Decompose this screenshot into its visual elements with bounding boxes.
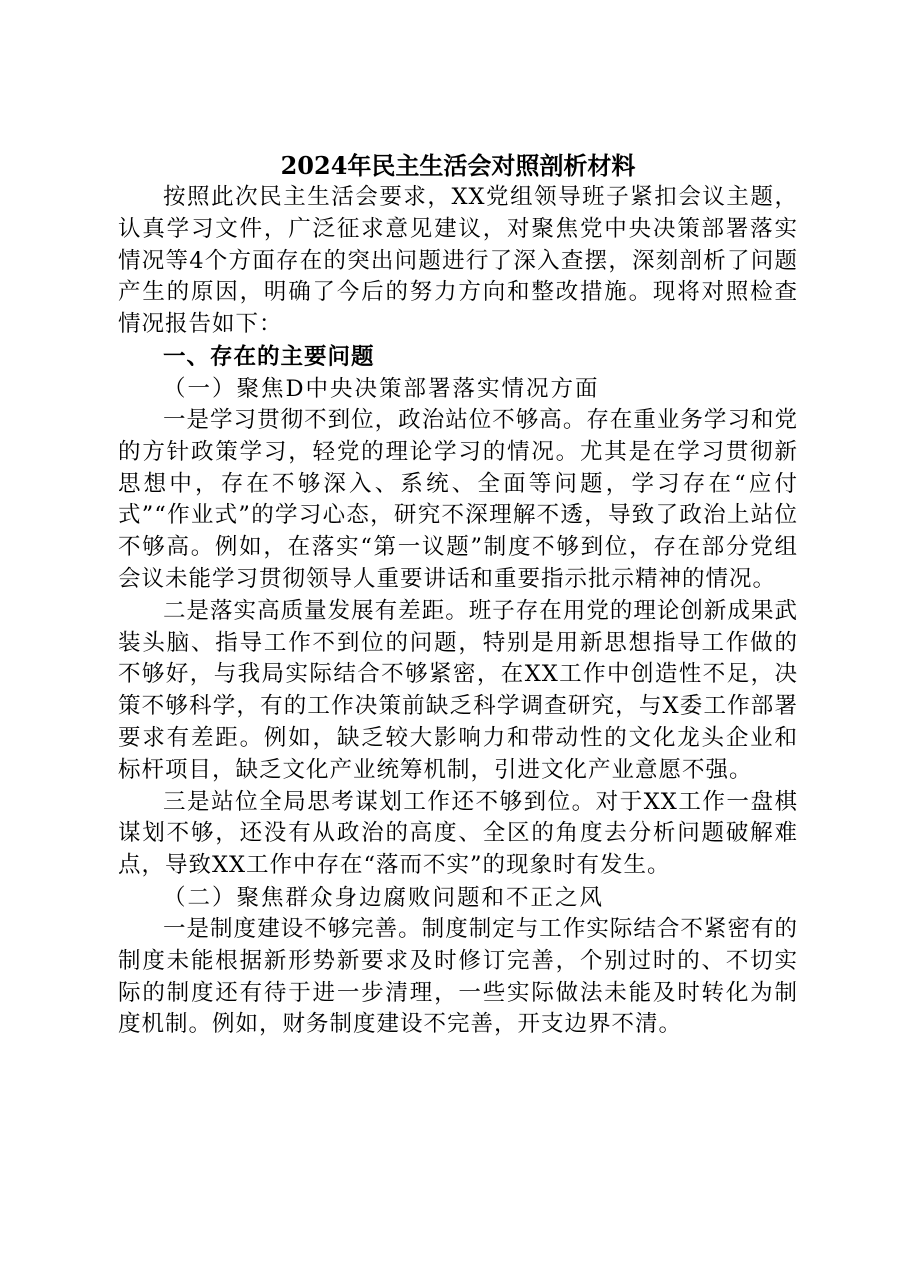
intro-paragraph: 按照此次民主生活会要求，XX党组领导班子紧扣会议主题，认真学习文件，广泛征求意见建议，对聚焦党中央决策部署落实情况等4个方面存在的突出问题进行了深入查摆，深刻剖析了问题产生的原因，明确了今后的努力方向和整改措施。现将对照检查情况报告如下： bbox=[118, 184, 798, 338]
document-title: 2024年民主生活会对照剖析材料 bbox=[280, 151, 636, 180]
subsection-1-paragraph-3: 三是站位全局思考谋划工作还不够到位。对于XX工作一盘棋谋划不够，还没有从政治的高度、全区的角度去分析问题破解难点，导致XX工作中存在“落而不实”的现象时有发生。 bbox=[118, 788, 798, 879]
subsection-2-paragraph-1: 一是制度建设不够完善。制度制定与工作实际结合不紧密有的制度未能根据新形势新要求及时修订完善，个别过时的、不切实际的制度还有待于进一步清理，一些实际做法未能及时转化为制度机制。例如，财务制度建设不完善，开支边界不清。 bbox=[118, 915, 798, 1038]
document-page bbox=[118, 150, 798, 1041]
subsection-heading-1: （一）聚焦D中央决策部署落实情况方面 bbox=[163, 375, 600, 402]
section-heading-main-problems: 一、存在的主要问题 bbox=[163, 343, 375, 370]
subsection-heading-2: （二）聚焦群众身边腐败问题和不正之风 bbox=[163, 884, 605, 911]
subsection-1-paragraph-2: 二是落实高质量发展有差距。班子存在用党的理论创新成果武装头脑、指导工作不到位的问题，特别是用新思想指导工作做的不够好，与我局实际结合不够紧密，在XX工作中创造性不足，决策不够科学，有的工作决策前缺乏科学调查研究，与X委工作部署要求有差距。例如，缺乏较大影响力和带动性的文化龙头企业和标杆项目，缺乏文化产业统筹机制，引进文化产业意愿不强。 bbox=[118, 597, 798, 783]
subsection-1-paragraph-1: 一是学习贯彻不到位，政治站位不够高。存在重业务学习和党的方针政策学习，轻党的理论学习的情况。尤其是在学习贯彻新思想中，存在不够深入、系统、全面等问题，学习存在“应付式”“作业式”的学习心态，研究不深理解不透，导致了政治上站位不够高。例如，在落实“第一议题”制度不够到位，存在部分党组会议未能学习贯彻领导人重要讲话和重要指示批示精神的情况。 bbox=[118, 406, 798, 592]
